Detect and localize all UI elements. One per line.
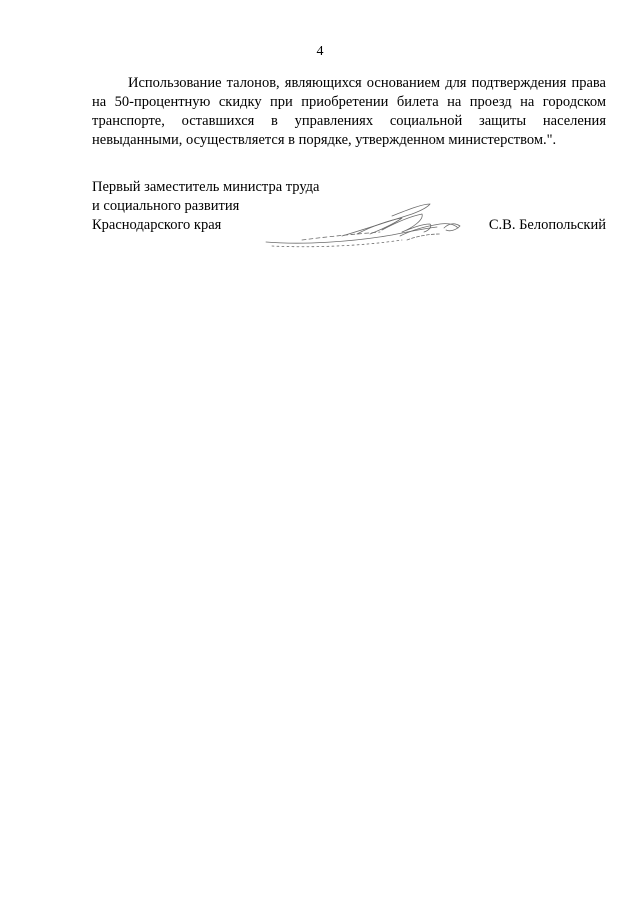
handwritten-signature [262, 190, 472, 260]
page-number: 4 [316, 44, 324, 59]
body-paragraph: Использование талонов, являющихся основанием для подтверждения права на 50-процентную скидку при приобретении билета на проезд на городском транспорте, оставшихся в управлениях социальной защиты населения невыданными, осуществляется в порядке, утвержденном министерством.". [92, 75, 606, 148]
signatory-position-line-3: Краснодарского края [92, 217, 222, 233]
signatory-position-line-1: Первый заместитель министра труда [92, 179, 320, 195]
signatory-name: С.В. Белопольский [488, 217, 606, 233]
signatory-position-line-2: и социального развития [92, 198, 240, 214]
